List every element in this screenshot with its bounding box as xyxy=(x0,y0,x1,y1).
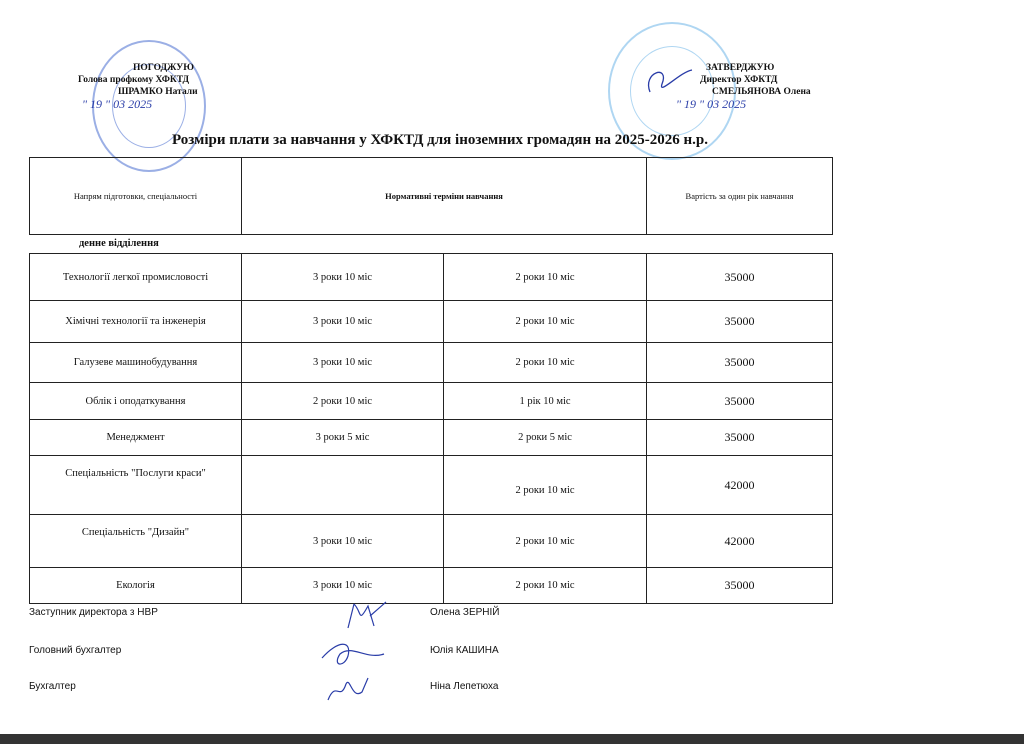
approval-left-heading: ПОГОДЖУЮ xyxy=(133,63,194,73)
signature-role-1: Заступник директора з НВР xyxy=(29,607,158,618)
director-signature-mark xyxy=(640,62,700,102)
table-cell-cost: 42000 xyxy=(646,455,833,515)
section-day-department: денне відділення xyxy=(79,238,159,249)
table-cell-program: Менеджмент xyxy=(29,419,242,456)
table-cell-term2: 2 роки 10 міс xyxy=(443,514,647,568)
approval-right-heading: ЗАТВЕРДЖУЮ xyxy=(706,63,775,73)
table-cell-program: Спеціальність "Послуги краси" xyxy=(29,455,242,515)
table-cell-term1: 3 роки 10 міс xyxy=(241,567,444,604)
table-cell-program: Екологія xyxy=(29,567,242,604)
table-cell-term2: 1 рік 10 міс xyxy=(443,382,647,420)
signature-name-3: Ніна Лепетюха xyxy=(430,681,499,692)
approval-left xyxy=(78,62,198,110)
table-cell-program: Технології легкої промисловості xyxy=(29,253,242,301)
table-cell-program: Хімічні технології та інженерія xyxy=(29,300,242,343)
table-cell-term2: 2 роки 10 міс xyxy=(443,455,647,515)
table-cell-term1: 3 роки 5 міс xyxy=(241,419,444,456)
signature-mark-1 xyxy=(340,598,390,634)
approval-left-name: ШРАМКО Натали xyxy=(118,87,198,97)
table-cell-cost: 35000 xyxy=(646,382,833,420)
table-cell-term2: 2 роки 10 міс xyxy=(443,300,647,343)
table-cell-term1: 3 роки 10 міс xyxy=(241,342,444,383)
table-cell-cost: 42000 xyxy=(646,514,833,568)
signature-role-3: Бухгалтер xyxy=(29,681,76,692)
table-cell-term1: 3 роки 10 міс xyxy=(241,300,444,343)
signature-name-2: Юлія КАШИНА xyxy=(430,645,499,656)
table-cell-program: Спеціальність "Дизайн" xyxy=(29,514,242,568)
bottom-edge-bar xyxy=(0,734,1024,744)
table-cell-term2: 2 роки 5 міс xyxy=(443,419,647,456)
table-cell-term2: 2 роки 10 міс xyxy=(443,253,647,301)
table-cell-cost: 35000 xyxy=(646,419,833,456)
approval-left-position: Голова профкому ХФКТД xyxy=(78,75,190,85)
approval-right-date: " 19 " 03 2025 xyxy=(676,97,747,111)
table-cell-term2: 2 роки 10 міс xyxy=(443,342,647,383)
header-terms: Нормативні терміни навчання xyxy=(241,157,647,235)
table-cell-cost: 35000 xyxy=(646,342,833,383)
page-title: Розміри плати за навчання у ХФКТД для іноземних громадян на 2025-2026 н.р. xyxy=(172,132,708,148)
table-cell-term2: 2 роки 10 міс xyxy=(443,567,647,604)
table-cell-cost: 35000 xyxy=(646,253,833,301)
table-cell-term1: 2 роки 10 міс xyxy=(241,382,444,420)
approval-right-name: СМЕЛЬЯНОВА Олена xyxy=(712,87,811,97)
table-cell-cost: 35000 xyxy=(646,300,833,343)
approval-left-date: " 19 " 03 2025 xyxy=(82,97,153,111)
header-program: Напрям підготовки, спеціальності xyxy=(29,157,242,235)
signature-mark-2 xyxy=(318,636,388,672)
header-cost: Вартість за один рік навчання xyxy=(646,157,833,235)
table-cell-cost: 35000 xyxy=(646,567,833,604)
signature-name-1: Олена ЗЕРНІЙ xyxy=(430,607,500,618)
signature-role-2: Головний бухгалтер xyxy=(29,645,122,656)
table-cell-term1 xyxy=(241,455,444,515)
table-cell-program: Облік і оподаткування xyxy=(29,382,242,420)
table-cell-term1: 3 роки 10 міс xyxy=(241,253,444,301)
table-cell-term1: 3 роки 10 міс xyxy=(241,514,444,568)
signature-mark-3 xyxy=(322,672,372,708)
approval-right-position: Директор ХФКТД xyxy=(700,75,778,85)
table-cell-program: Галузеве машинобудування xyxy=(29,342,242,383)
